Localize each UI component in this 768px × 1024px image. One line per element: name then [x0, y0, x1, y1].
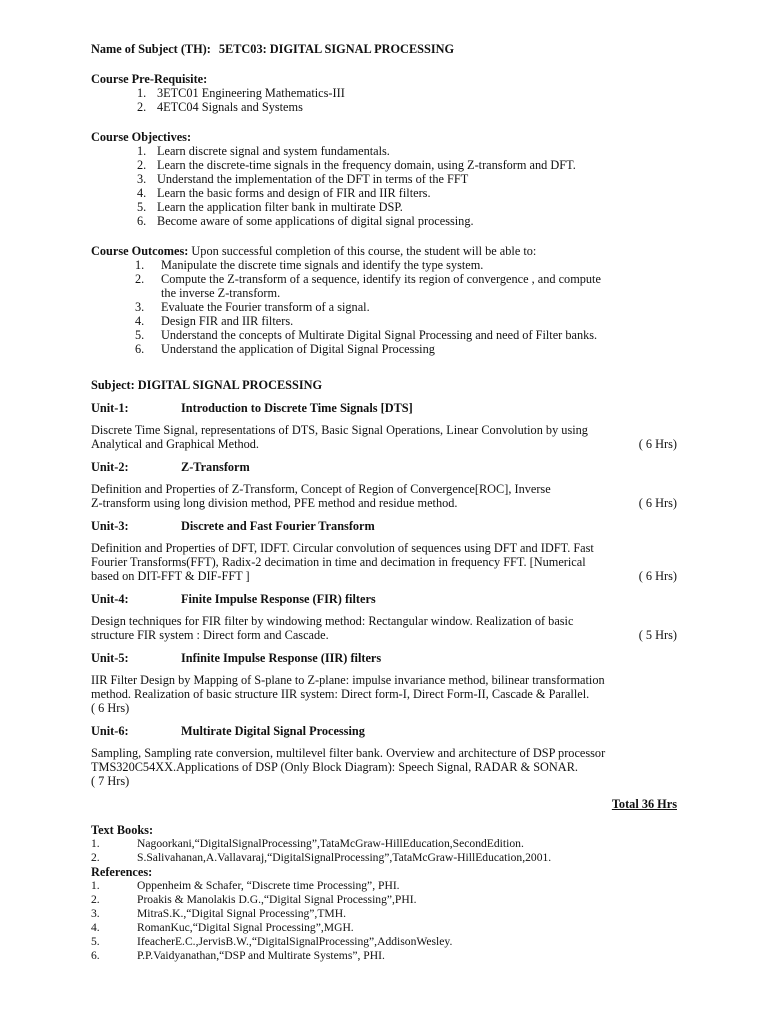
- objective-text: Learn the application filter bank in multirate DSP.: [157, 200, 403, 214]
- outcome-number: 2.: [135, 272, 145, 286]
- objectives-list: [91, 144, 677, 228]
- unit-title: Multirate Digital Signal Processing: [181, 724, 365, 738]
- unit-description-line: [91, 569, 677, 583]
- unit-title: Finite Impulse Response (FIR) filters: [181, 592, 376, 606]
- unit-description-text: Z-transform using long division method, PFE method and residue method.: [91, 496, 458, 510]
- reference-text: Oppenheim & Schafer, “Discrete time Processing”, PHI.: [137, 879, 400, 892]
- outcome-text: Design FIR and IIR filters.: [161, 314, 294, 328]
- objective-item: [91, 172, 677, 186]
- references-list: [91, 879, 677, 963]
- objective-number: 3.: [137, 172, 147, 186]
- total-hours: Total 36 Hrs: [611, 797, 677, 811]
- reference-item: [91, 879, 677, 893]
- reference-text: IfeacherE.C.,JervisB.W.,“DigitalSignalProcessing”,AddisonWesley.: [137, 935, 453, 948]
- unit-label: Unit-6:: [91, 724, 129, 738]
- objective-text: Learn the discrete-time signals in the frequency domain, using Z-transform and DFT.: [157, 158, 576, 172]
- unit-title: Discrete and Fast Fourier Transform: [181, 519, 375, 533]
- unit-description-line: IIR Filter Design by Mapping of S-plane to Z-plane: impulse invariance method, bilinear transformation: [91, 673, 605, 687]
- objective-item: [91, 214, 677, 228]
- outcomes-heading: Course Outcomes:: [91, 244, 189, 258]
- reference-number: 2.: [91, 893, 100, 906]
- unit-title: Z-Transform: [181, 460, 250, 474]
- outcome-text: Understand the application of Digital Signal Processing: [161, 342, 435, 356]
- reference-text: Proakis & Manolakis D.G.,“Digital Signal Processing”,PHI.: [137, 893, 417, 906]
- unit-hours: ( 6 Hrs): [91, 701, 130, 715]
- unit-label: Unit-4:: [91, 592, 129, 606]
- unit-description: [91, 746, 677, 788]
- unit-description: [91, 423, 677, 451]
- unit-label: Unit-2:: [91, 460, 129, 474]
- textbooks-list: [91, 837, 677, 865]
- reference-text: RomanKuc,“Digital Signal Processing”,MGH.: [137, 921, 354, 934]
- reference-item: [91, 893, 677, 907]
- subject-title: [91, 42, 677, 56]
- outcome-number: 3.: [135, 300, 145, 314]
- objective-item: [91, 158, 677, 172]
- unit-heading: [91, 724, 677, 738]
- textbook-text: Nagoorkani,“DigitalSignalProcessing”,TataMcGraw-HillEducation,SecondEdition.: [137, 837, 524, 850]
- unit-hours: ( 6 Hrs): [638, 496, 677, 510]
- unit-heading: [91, 401, 677, 415]
- objective-text: Become aware of some applications of digital signal processing.: [157, 214, 474, 228]
- subject-title-value: 5ETC03: DIGITAL SIGNAL PROCESSING: [218, 42, 455, 56]
- unit-description: [91, 482, 677, 510]
- prerequisite-heading: Course Pre-Requisite:: [91, 72, 208, 86]
- outcome-number: 4.: [135, 314, 145, 328]
- prerequisite-item: [91, 86, 677, 100]
- reference-text: MitraS.K.,“Digital Signal Processing”,TMH.: [137, 907, 346, 920]
- objective-item: [91, 200, 677, 214]
- syllabus-document: [91, 42, 677, 963]
- prerequisite-text: 3ETC01 Engineering Mathematics-III: [157, 86, 345, 100]
- unit-label: Unit-3:: [91, 519, 129, 533]
- outcome-item: [91, 342, 677, 356]
- outcome-number: 5.: [135, 328, 145, 342]
- textbook-number: 1.: [91, 837, 100, 850]
- unit-description-text: based on DIT-FFT & DIF-FFT ]: [91, 569, 250, 583]
- objective-number: 6.: [137, 214, 147, 228]
- reference-number: 5.: [91, 935, 100, 948]
- objective-number: 5.: [137, 200, 147, 214]
- reference-number: 3.: [91, 907, 100, 920]
- unit-hours: ( 6 Hrs): [638, 437, 677, 451]
- reference-number: 1.: [91, 879, 100, 892]
- outcome-text: the inverse Z-transform.: [161, 286, 281, 300]
- textbooks-heading: Text Books:: [91, 823, 154, 837]
- subject-title-label: Name of Subject (TH):: [91, 42, 211, 56]
- outcome-text: Evaluate the Fourier transform of a signal.: [161, 300, 370, 314]
- objective-item: [91, 144, 677, 158]
- objective-text: Learn discrete signal and system fundamentals.: [157, 144, 390, 158]
- outcomes-list: [91, 258, 677, 356]
- outcome-text: Understand the concepts of Multirate Digital Signal Processing and need of Filter banks.: [161, 328, 598, 342]
- objective-text: Understand the implementation of the DFT in terms of the FFT: [157, 172, 469, 186]
- references-heading: References:: [91, 865, 153, 879]
- unit-description: [91, 614, 677, 642]
- unit-label: Unit-5:: [91, 651, 129, 665]
- unit-description-line: Discrete Time Signal, representations of DTS, Basic Signal Operations, Linear Convolution by using: [91, 423, 588, 437]
- unit-heading: [91, 460, 677, 474]
- unit-description-line: Sampling, Sampling rate conversion, multilevel filter bank. Overview and architecture of DSP processor: [91, 746, 606, 760]
- reference-item: [91, 907, 677, 921]
- prerequisite-list: [91, 86, 677, 114]
- unit-description-text: Analytical and Graphical Method.: [91, 437, 260, 451]
- outcome-text: Compute the Z-transform of a sequence, identify its region of convergence , and compute: [161, 272, 601, 286]
- unit-description-line: [91, 437, 677, 451]
- unit-heading: [91, 592, 677, 606]
- reference-text: P.P.Vaidyanathan,“DSP and Multirate Systems”, PHI.: [137, 949, 385, 962]
- unit-description-line: Definition and Properties of DFT, IDFT. Circular convolution of sequences using DFT and IDFT. Fast: [91, 541, 594, 555]
- outcome-item: [91, 272, 677, 286]
- unit-heading: [91, 651, 677, 665]
- outcomes-intro: Upon successful completion of this course, the student will be able to:: [188, 244, 537, 258]
- unit-label: Unit-1:: [91, 401, 129, 415]
- reference-number: 6.: [91, 949, 100, 962]
- outcome-item: [91, 286, 677, 300]
- objectives-heading: Course Objectives:: [91, 130, 192, 144]
- outcome-text: Manipulate the discrete time signals and identify the type system.: [161, 258, 484, 272]
- books-section: [91, 823, 677, 963]
- unit-description-line: Design techniques for FIR filter by windowing method: Rectangular window. Realization of basic: [91, 614, 574, 628]
- subject-heading: Subject: DIGITAL SIGNAL PROCESSING: [91, 378, 323, 392]
- unit-hours: ( 7 Hrs): [91, 774, 130, 788]
- unit-description: [91, 673, 677, 715]
- unit-heading: [91, 519, 677, 533]
- unit-hours: ( 6 Hrs): [638, 569, 677, 583]
- objective-number: 1.: [137, 144, 147, 158]
- outcome-number: 6.: [135, 342, 145, 356]
- textbook-number: 2.: [91, 851, 100, 864]
- reference-number: 4.: [91, 921, 100, 934]
- objective-text: Learn the basic forms and design of FIR and IIR filters.: [157, 186, 431, 200]
- objective-number: 2.: [137, 158, 147, 172]
- prerequisite-number: 2.: [137, 100, 147, 114]
- unit-description-text: structure FIR system : Direct form and Cascade.: [91, 628, 329, 642]
- unit-description-line: TMS320C54XX.Applications of DSP (Only Block Diagram): Speech Signal, RADAR & SONAR.: [91, 760, 578, 774]
- textbook-text: S.Salivahanan,A.Vallavaraj,“DigitalSignalProcessing”,TataMcGraw-HillEducation,2001.: [137, 851, 552, 864]
- textbook-item: [91, 837, 677, 851]
- outcome-item: [91, 328, 677, 342]
- unit-description-line: method. Realization of basic structure IIR system: Direct form-I, Direct Form-II, Cascade & Parallel.: [91, 687, 590, 701]
- textbook-item: [91, 851, 677, 865]
- prerequisite-number: 1.: [137, 86, 147, 100]
- unit-title: Infinite Impulse Response (IIR) filters: [181, 651, 382, 665]
- unit-title: Introduction to Discrete Time Signals [DTS]: [181, 401, 413, 415]
- unit-description-line: [91, 628, 677, 642]
- outcome-item: [91, 258, 677, 272]
- units-section: [91, 401, 677, 788]
- outcome-number: 1.: [135, 258, 145, 272]
- unit-description-line: Fourier Transforms(FFT), Radix-2 decimation in time and decimation in frequency FFT. [Numerical: [91, 555, 586, 569]
- outcome-item: [91, 314, 677, 328]
- unit-description-line: Definition and Properties of Z-Transform, Concept of Region of Convergence[ROC], Inverse: [91, 482, 551, 496]
- prerequisite-item: [91, 100, 677, 114]
- prerequisite-text: 4ETC04 Signals and Systems: [157, 100, 303, 114]
- outcome-item: [91, 300, 677, 314]
- objective-item: [91, 186, 677, 200]
- reference-item: [91, 935, 677, 949]
- outcomes-intro-line: [91, 244, 677, 258]
- unit-description: [91, 541, 677, 583]
- objective-number: 4.: [137, 186, 147, 200]
- outcome-number: [135, 286, 161, 300]
- reference-item: [91, 921, 677, 935]
- reference-item: [91, 949, 677, 963]
- unit-description-line: [91, 496, 677, 510]
- unit-hours: ( 5 Hrs): [638, 628, 677, 642]
